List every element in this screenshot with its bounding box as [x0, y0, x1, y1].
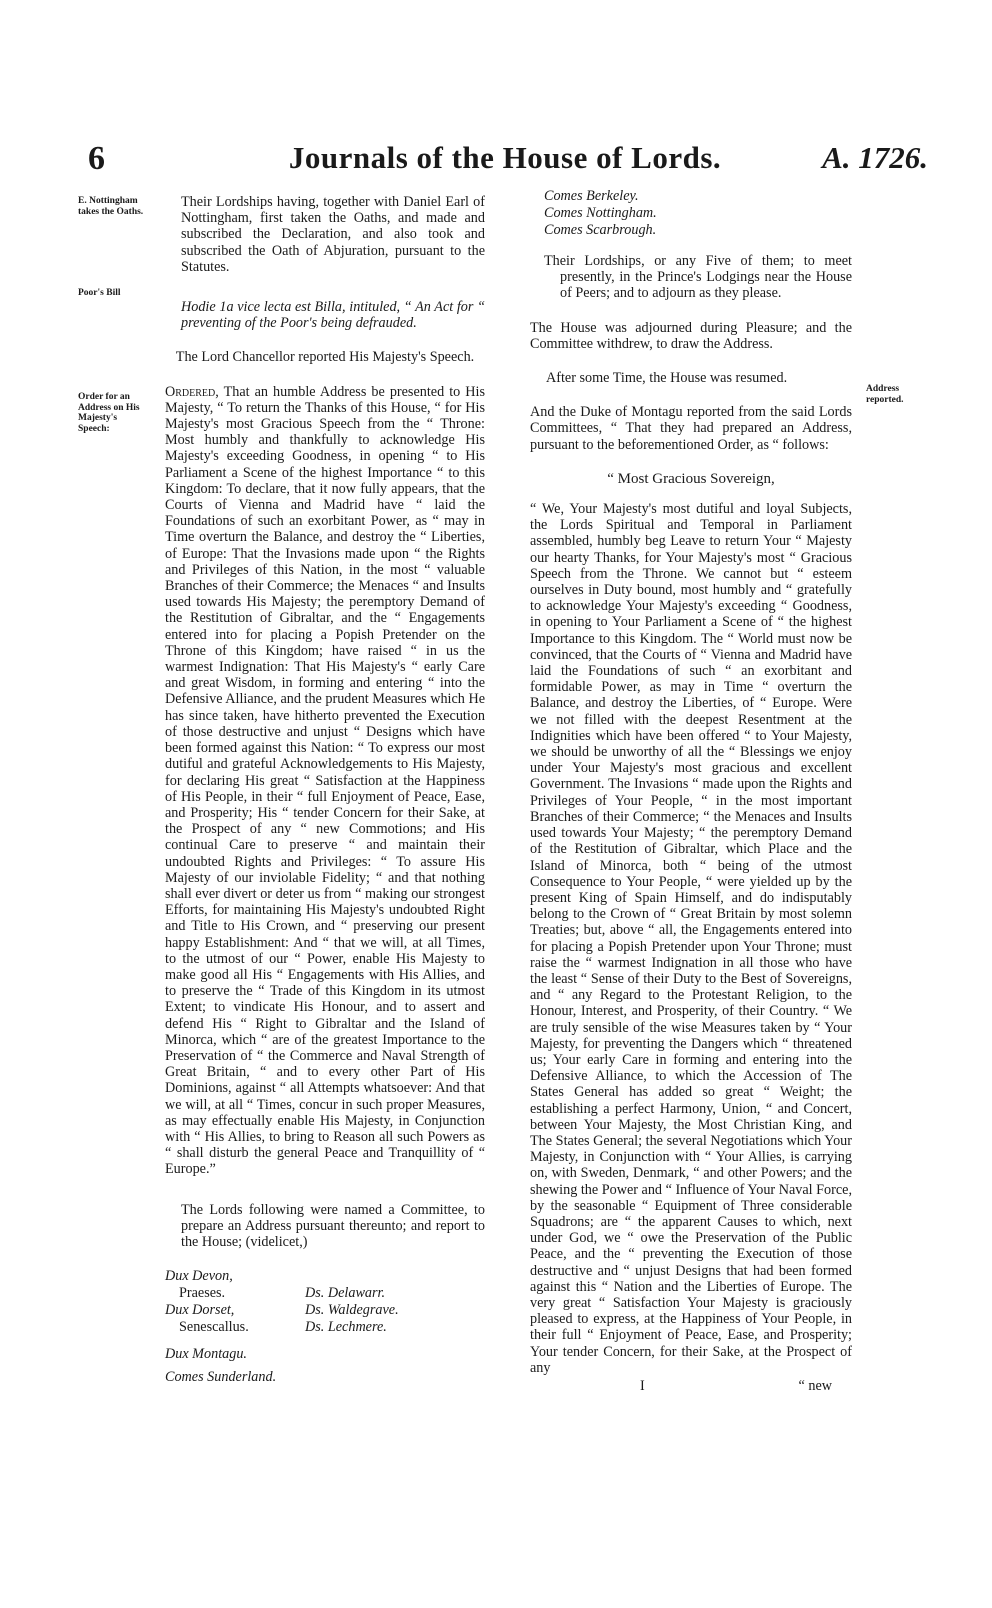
lord-entry: Ds. Lechmere. — [305, 1319, 387, 1336]
reported-paragraph: And the Duke of Montagu reported from the said Lords Committees, “ That they had prepared an Address, pursuant to the beforementioned Order, as “ follows: — [530, 404, 852, 453]
adjourned-paragraph: The House was adjourned during Pleasure; and the Committee withdrew, to draw the Address. — [530, 319, 852, 352]
year-label: A. 1726. — [822, 140, 928, 175]
catchword: “ new — [798, 1378, 832, 1394]
lord-entry: Comes Berkeley. — [544, 188, 639, 204]
lord-entry: Praeses. — [179, 1285, 226, 1302]
poor-bill-paragraph: Hodie 1a vice lecta est Billa, intituled, “ An Act for “ preventing of the Poor's being defrauded. — [181, 299, 485, 332]
margin-note-order-address: Order for an Address on His Majesty's Speech: — [78, 392, 140, 434]
five-paragraph: Their Lordships, or any Five of them; to meet presently, in the Prince's Lodgings near the House of Peers; and to adjourn as they please. — [544, 253, 852, 302]
lord-entry: Comes Sunderland. — [165, 1369, 277, 1386]
comites-list — [530, 188, 852, 239]
oaths-paragraph: Their Lordships having, together with Daniel Earl of Nottingham, first taken the Oaths, and made and subscribed the Declaration, and also took and subscribed the Oath of Abjuration, pursuant to the Statutes. — [181, 194, 485, 275]
lord-entry: Dux Montagu. — [165, 1346, 247, 1363]
committee-paragraph: The Lords following were named a Committee, to prepare an Address pursuant thereunto; and report to the House; (videlicet,) — [181, 1201, 485, 1250]
committee-lords-list — [165, 1268, 485, 1386]
left-column — [165, 194, 485, 1386]
resumed-paragraph: After some Time, the House was resumed. — [546, 370, 788, 387]
order-text: That an humble Address be presented to His Majesty, “ To return the Thanks of this House, “ for His Majesty's most Gracious Speech from the “ Throne: Most humbly and thankfully to acknowledge His Majesty's exceeding Goodness, in opening “ to His Parliament a Scene of the highest Importance “ to this Kingdom: To declare, that it now fully appears, that the Courts of Vienna and Madrid have “ laid the Foundations of such an exorbitant Power, as “ may in Time overturn the Balance, and destroy the “ Liberties, of Europe: That the Invasions made upon “ the Rights and Privileges of this Nation, in the most “ valuable Branches of their Commerce; the Menaces “ and Insults used towards His Majesty; the peremptory Demand of the Restitution of Gibraltar, and the “ Engagements entered into for placing a Popish Pretender on the Throne of this Kingdom; have raised “ in us the warmest Indignation: That His Majesty's “ early Care and great Wisdom, in forming and entering “ into the Defensive Alliance, and the prudent Measures which He has since taken, have hitherto prevented the Execution of those destructive and unjust “ Designs which have been formed against this Nation: “ To express our most dutiful and grateful Acknowledgements to His Majesty, for declaring His great “ Satisfaction at the Happiness of His People, in their “ full Enjoyment of Peace, Ease, and Prosperity; His “ tender Concern for their Sake, at the Prospect of any “ new Commotions; and His continual Care to preserve “ and maintain their undoubted Rights and Privileges: “ To assure His Majesty of our inviolable Fidelity; “ and that nothing shall ever divert or deter us from “ making our strongest Efforts, for maintaining His Majesty's undoubted Right and Title to His Crown, and “ preserving our present happy Establishment: And “ that we will, at all Times, to the utmost of our “ Power, enable His Majesty to make good all His “ Engagements with His Allies, and to preserve the “ Trade of this Kingdom in its utmost Extent; to vindicate His Honour, and to assert and defend His “ Right to Gibraltar and the Island of Minorca, which “ are of the greatest Importance to the Preservation of “ the Commerce and Naval Strength of Great Britain, “ and to every other Part of His Dominions, against “ all Attempts whatsoever: And that we will, at all “ Times, concur in such proper Measures, as may effectually enable His Majesty, in Conjunction with “ His Allies, to bring to Reason all such Powers as “ shall disturb the general Peace and Tranquillity of “ Europe.” — [165, 383, 485, 1178]
lord-entry: Dux Devon, — [165, 1268, 233, 1285]
margin-note-address-reported: Address reported. — [866, 384, 904, 405]
journal-title: Journals of the House of Lords. — [288, 140, 722, 175]
address-paragraph: “ We, Your Majesty's most dutiful and loyal Subjects, the Lords Spiritual and Temporal in Parliament assembled, humbly beg Leave to return Your “ Majesty our hearty Thanks, for Your Majesty's most “ Gracious Speech from the Throne. We cannot but “ esteem ourselves in Duty bound, most humbly and “ gratefully to acknowledge Your Majesty's exceeding “ Goodness, in opening to Your Parliament a Scene of “ the highest Importance to this Kingdom. The “ World must now be convinced, that the Courts of “ Vienna and Madrid have laid the Foundations of such “ an exorbitant and formidable Power, as may in Time “ overturn the Balance, and destroy the Liberties, of “ Europe. Were we not filled with the deepest Resentment at the Indignities which have been offered “ to Your Majesty, we should be unworthy of all the “ Blessings we enjoy under Your Majesty's most gracious and excellent Government. The Invasions “ made upon the Rights and Privileges of Your People, “ in the most important Branches of their Commerce; “ the Menaces and Insults used towards Your Majesty; “ the peremptory Demand of the Restitution of Gibraltar, which Place and the Island of Minorca, both “ being of the utmost Consequence to Your People, “ were yielded up by the present King of Spain Himself, and do indisputably belong to the Crown of “ Great Britain by most solemn Treaties; but, above “ all, the Engagements entered into for placing a Popish Pretender upon Your Throne; must raise the “ warmest Indignation in all those who have the least “ Sense of their Duty to the Best of Sovereigns, and “ any Regard to the Protestant Religion, to the Honour, Interest, and Prosperity, of their Country. “ We are truly sensible of the wise Measures taken by “ Your Majesty, for preventing the Dangers which “ threatened us; Your early Care in forming and entering into the Defensive Alliance, to which the Accession of The States General has added so great “ Weight; the establishing a perfect Harmony, Union, “ and Concert, between Your Majesty, the Most Christian King, and The States General; the several Negotiations which Your Majesty, in Conjunction with “ Your Allies, is carrying on, with Sweden, Denmark, “ and other Powers; and the shewing the Power and “ Influence of Your Naval Force, by the seasonable “ Equipment of Three considerable Squadrons; are “ the apparent Causes to which, next under God, we “ owe the Preservation of the Public Peace, and the “ preventing the Execution of those destructive and “ unjust Designs that had been formed against this “ Nation and the Liberties of Europe. The very great “ Satisfaction Your Majesty is graciously pleased to express, at the Happiness of Your People, in their full “ Enjoyment of Peace, Ease, and Prosperity; Your tender Concern, for their Sake, at the Prospect of any — [530, 501, 852, 1376]
salutation: “ Most Gracious Sovereign, — [607, 470, 775, 487]
order-paragraph — [165, 384, 485, 1178]
margin-note-nottingham: E. Nottingham takes the Oaths. — [78, 196, 144, 217]
page-number: 6 — [88, 140, 105, 177]
lord-entry: Senescallus. — [179, 1319, 249, 1336]
ordered-heading: Ordered, — [165, 383, 219, 400]
page-header — [70, 140, 940, 180]
lord-entry: Comes Nottingham. — [544, 205, 657, 221]
lord-entry: Ds. Waldegrave. — [305, 1302, 399, 1319]
right-column — [530, 188, 852, 1394]
margin-note-poors-bill: Poor's Bill — [78, 288, 121, 298]
page-footer — [530, 1376, 852, 1394]
chancellor-paragraph: The Lord Chancellor reported His Majesty's Speech. — [175, 349, 475, 366]
lord-entry: Dux Dorset, — [165, 1302, 235, 1319]
lord-entry: Comes Scarbrough. — [544, 222, 657, 238]
signature-mark: I — [640, 1378, 645, 1394]
lord-entry: Ds. Delawarr. — [305, 1285, 386, 1302]
